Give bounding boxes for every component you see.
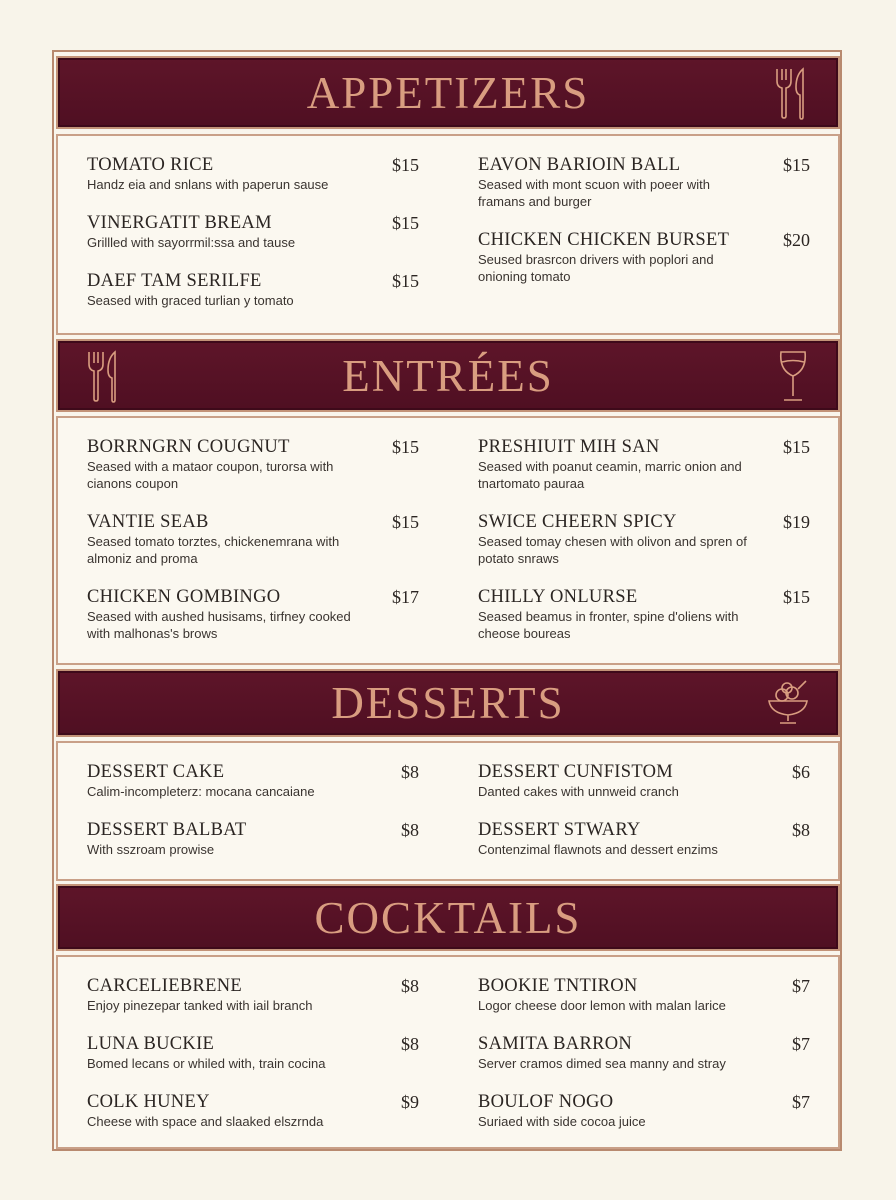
menu-item xyxy=(87,212,419,251)
item-price: $15 xyxy=(783,437,810,457)
menu-item xyxy=(87,819,419,858)
item-price: $8 xyxy=(401,1034,419,1054)
item-name: DESSERT CUNFISTOM xyxy=(478,762,674,782)
menu-item xyxy=(87,1033,419,1072)
left-column xyxy=(87,154,419,328)
item-name: DESSERT STWARY xyxy=(478,820,641,840)
menu-item xyxy=(478,761,810,800)
item-desc: Logor cheese door lemon with malan larice xyxy=(478,998,726,1013)
cocktails-header xyxy=(56,884,840,951)
item-desc: Seased beamus in fronter, spine d'oliens with cheose boureas xyxy=(478,609,739,641)
entrees-header xyxy=(56,339,840,412)
right-column xyxy=(478,436,810,661)
left-column xyxy=(87,975,419,1149)
item-price: $15 xyxy=(783,587,810,607)
appetizers-list xyxy=(56,134,840,335)
menu-item xyxy=(478,229,810,285)
item-name: DAEF TAM SERILFE xyxy=(87,271,262,291)
item-name: CHILLY ONLURSE xyxy=(478,587,638,607)
menu-item xyxy=(87,154,419,193)
menu-item xyxy=(478,586,810,642)
section-title: ENTRÉES xyxy=(342,350,554,401)
item-desc: Calim-incompleterz: mocana cancaiane xyxy=(87,784,315,799)
menu-item xyxy=(87,436,419,492)
item-desc: Contenzimal flawnots and dessert enzims xyxy=(478,842,718,857)
section-title: COCKTAILS xyxy=(314,892,582,943)
item-price: $6 xyxy=(792,762,810,782)
item-name: VANTIE SEAB xyxy=(87,512,209,532)
item-desc: Danted cakes with unnweid cranch xyxy=(478,784,679,799)
item-desc: With sszroam prowise xyxy=(87,842,215,857)
item-desc: Handz eia and snlans with paperun sause xyxy=(87,177,329,192)
item-name: DESSERT CAKE xyxy=(87,762,225,782)
item-price: $7 xyxy=(792,976,810,996)
item-desc: Seased with a mataor coupon, turorsa with cianons coupon xyxy=(87,459,334,491)
menu-item xyxy=(478,1033,810,1072)
item-name: TOMATO RICE xyxy=(87,155,214,175)
menu-item xyxy=(87,586,419,642)
item-desc: Cheese with space and slaaked elszrnda xyxy=(87,1114,324,1129)
item-price: $7 xyxy=(792,1092,810,1112)
section-title: APPETIZERS xyxy=(306,67,590,118)
item-name: CHICKEN GOMBINGO xyxy=(87,587,281,607)
item-price: $8 xyxy=(401,976,419,996)
item-price: $15 xyxy=(783,155,810,175)
appetizers-header xyxy=(56,56,840,129)
item-desc: Server cramos dimed sea manny and stray xyxy=(478,1056,726,1071)
desserts-header xyxy=(56,669,840,737)
item-name: LUNA BUCKIE xyxy=(87,1034,215,1054)
item-price: $17 xyxy=(392,587,419,607)
item-price: $7 xyxy=(792,1034,810,1054)
item-name: BORRNGRN COUGNUT xyxy=(87,437,290,457)
item-name: BOOKIE TNTIRON xyxy=(478,976,638,996)
item-desc: Enjoy pinezepar tanked with iail branch xyxy=(87,998,313,1013)
item-price: $8 xyxy=(401,820,419,840)
item-name: VINERGATIT BREAM xyxy=(87,213,272,233)
item-name: EAVON BARIOIN BALL xyxy=(478,155,681,175)
wine-glass-icon xyxy=(776,348,810,404)
item-price: $15 xyxy=(392,271,419,291)
menu-item xyxy=(478,1091,810,1130)
item-price: $15 xyxy=(392,437,419,457)
menu-item xyxy=(478,511,810,567)
menu-item xyxy=(87,511,419,567)
item-desc: Suriaed with side cocoa juice xyxy=(478,1114,646,1129)
left-column xyxy=(87,761,419,877)
menu-item xyxy=(478,436,810,492)
menu-item xyxy=(87,270,419,309)
item-desc: Seased tomay chesen with olivon and spren of potato snraws xyxy=(478,534,747,566)
item-price: $9 xyxy=(401,1092,419,1112)
item-desc: Seased with poanut ceamin, marric onion and tnartomato pauraa xyxy=(478,459,742,491)
item-price: $15 xyxy=(392,155,419,175)
item-desc: Seased with aushed husisams, tirfney cooked with malhonas's brows xyxy=(87,609,351,641)
entrees-list xyxy=(56,416,840,665)
item-price: $19 xyxy=(783,512,810,532)
item-name: DESSERT BALBAT xyxy=(87,820,247,840)
menu-item xyxy=(478,975,810,1014)
item-desc: Seused brasrcon drivers with poplori and onioning tomato xyxy=(478,252,714,284)
item-desc: Seased tomato torztes, chickenemrana with almoniz and proma xyxy=(87,534,340,566)
item-desc: Seased with graced turlian y tomato xyxy=(87,293,294,308)
section-title: DESSERTS xyxy=(331,678,565,728)
desserts-list xyxy=(56,741,840,881)
right-column xyxy=(478,975,810,1149)
item-desc: Seased with mont scuon with poeer with framans and burger xyxy=(478,177,710,209)
item-name: CARCELIEBRENE xyxy=(87,976,242,996)
item-name: BOULOF NOGO xyxy=(478,1092,614,1112)
cocktails-list xyxy=(56,955,840,1149)
right-column xyxy=(478,761,810,877)
menu-item xyxy=(87,761,419,800)
menu-item xyxy=(478,154,810,210)
item-name: CHICKEN CHICKEN BURSET xyxy=(478,230,730,250)
item-desc: Bomed lecans or whiled with, train cocina xyxy=(87,1056,326,1071)
fork-knife-icon xyxy=(774,65,810,121)
menu-item xyxy=(87,1091,419,1130)
item-name: PRESHIUIT MIH SAN xyxy=(478,437,660,457)
ice-cream-bowl-icon xyxy=(766,679,810,727)
item-name: COLK HUNEY xyxy=(87,1092,210,1112)
item-price: $20 xyxy=(783,230,810,250)
item-name: SWICE CHEERN SPICY xyxy=(478,512,677,532)
menu-item xyxy=(478,819,810,858)
item-price: $8 xyxy=(792,820,810,840)
item-name: SAMITA BARRON xyxy=(478,1034,633,1054)
item-price: $15 xyxy=(392,213,419,233)
item-desc: Grillled with sayorrmil:ssa and tause xyxy=(87,235,296,250)
item-price: $8 xyxy=(401,762,419,782)
right-column xyxy=(478,154,810,304)
item-price: $15 xyxy=(392,512,419,532)
left-column xyxy=(87,436,419,661)
menu-item xyxy=(87,975,419,1014)
